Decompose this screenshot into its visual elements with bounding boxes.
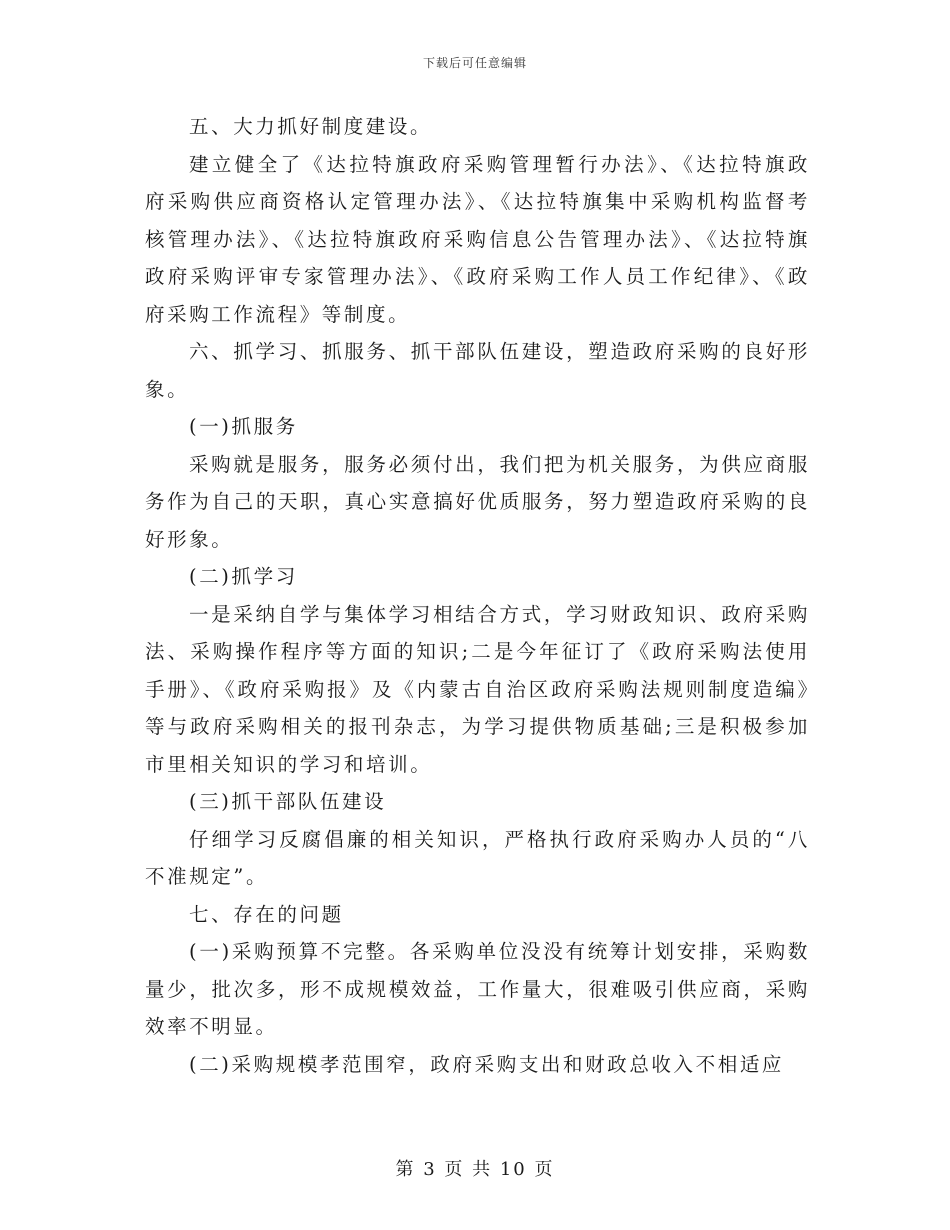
paragraph-team-heading: (三)抓干部队伍建设 <box>189 790 387 813</box>
paragraph-section-5-heading: 五、大力抓好制度建设。 <box>189 115 433 138</box>
paragraph-issue-2: (二)采购规模孝范围窄，政府采购支出和财政总收入不相适应 <box>189 1052 785 1076</box>
paragraph-section-6-heading: 六、抓学习、抓服务、抓干部队伍建设，塑造政府采购的良好形象。 <box>145 340 810 401</box>
paragraph-issue-1: (一)采购预算不完整。各采购单位没没有统筹计划安排，采购数量少，批次多，形不成规模效益，工作量大，很难吸引供应商，采购效率不明显。 <box>145 940 810 1038</box>
document-body <box>145 108 810 1083</box>
paragraph-section-7-heading: 七、存在的问题 <box>189 902 344 926</box>
paragraph-team-body: 仔细学习反腐倡廉的相关知识，严格执行政府采购办人员的“八不准规定”。 <box>145 827 810 888</box>
page-number: 第 3 页 共 10 页 <box>395 1159 555 1180</box>
paragraph-study-heading: (二)抓学习 <box>189 565 298 588</box>
paragraph-study-body: 一是采纳自学与集体学习相结合方式，学习财政知识、政府采购法、采购操作程序等方面的知识;二是今年征订了《政府采购法使用手册》、《政府采购报》及《内蒙古自治区政府采购法规则制度造编》等与政府采购相关的报刊杂志，为学习提供物质基础;三是积极参加市里相关知识的学习和培训。 <box>145 602 810 776</box>
paragraph-service-heading: (一)抓服务 <box>189 415 298 438</box>
paragraph-service-body: 采购就是服务，服务必须付出，我们把为机关服务，为供应商服务作为自己的天职，真心实意搞好优质服务，努力塑造政府采购的良好形象。 <box>145 452 810 551</box>
header-note: 下载后可任意编辑 <box>422 56 527 70</box>
paragraph-regulations: 建立健全了《达拉特旗政府采购管理暂行办法》、《达拉特旗政府采购供应商资格认定管理办法》、《达拉特旗集中采购机构监督考核管理办法》、《达拉特旗政府采购信息公告管理办法》、《达拉特旗政府采购评审专家管理办法》、《政府采购工作人员工作纪律》、《政府采购工作流程》等制度。 <box>145 152 810 326</box>
